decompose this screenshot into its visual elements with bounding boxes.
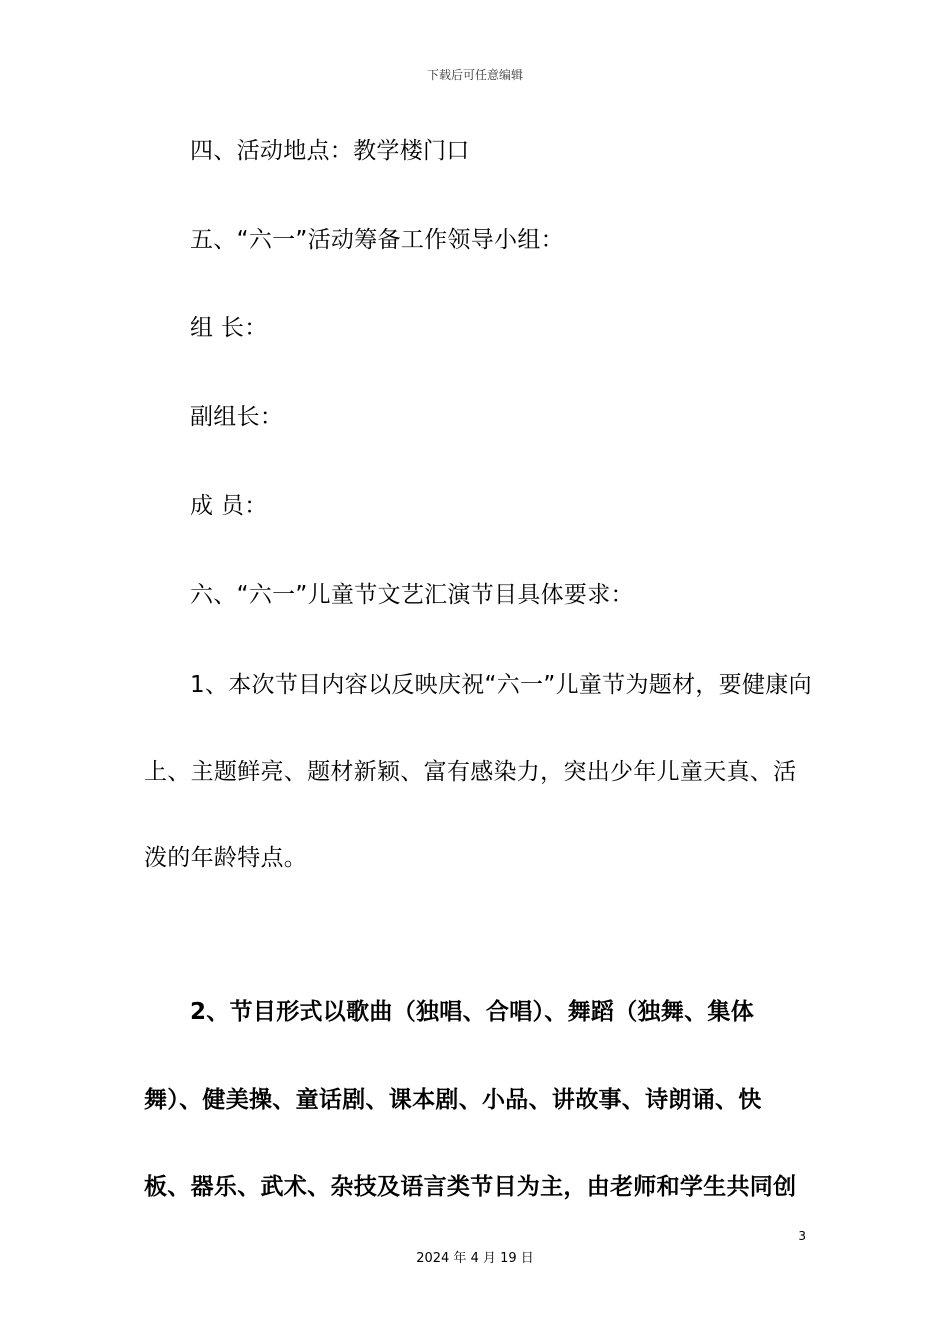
page-number: 3 bbox=[798, 1229, 806, 1243]
paragraph-line: 副组长： bbox=[190, 404, 284, 430]
paragraph-line: 组 长： bbox=[190, 315, 268, 341]
paragraph-line: 成 员： bbox=[190, 493, 268, 519]
page-header: 下载后可任意编辑 bbox=[426, 68, 523, 82]
paragraph-line: 2、节目形式以歌曲（独唱、合唱）、舞蹈（独舞、集体 bbox=[190, 999, 755, 1025]
paragraph-line: 1、本次节目内容以反映庆祝“六一”儿童节为题材，要健康向 bbox=[190, 672, 812, 698]
paragraph-line: 板、器乐、武术、杂技及语言类节目为主，由老师和学生共同创 bbox=[144, 1174, 797, 1200]
paragraph-line: 五、“六一”活动筹备工作领导小组： bbox=[190, 227, 564, 253]
page-date: 2024 年 4 月 19 日 bbox=[416, 1251, 534, 1266]
paragraph-line: 泼的年龄特点。 bbox=[144, 845, 308, 871]
section-heading: 六、“六一”儿童节文艺汇演节目具体要求： bbox=[190, 582, 634, 608]
paragraph-line: 舞）、健美操、童话剧、课本剧、小品、讲故事、诗朗诵、快 bbox=[144, 1087, 762, 1113]
paragraph-line: 四、活动地点：教学楼门口 bbox=[190, 138, 470, 164]
paragraph-line: 上、主题鲜亮、题材新颖、富有感染力，突出少年儿童天真、活 bbox=[144, 759, 797, 785]
